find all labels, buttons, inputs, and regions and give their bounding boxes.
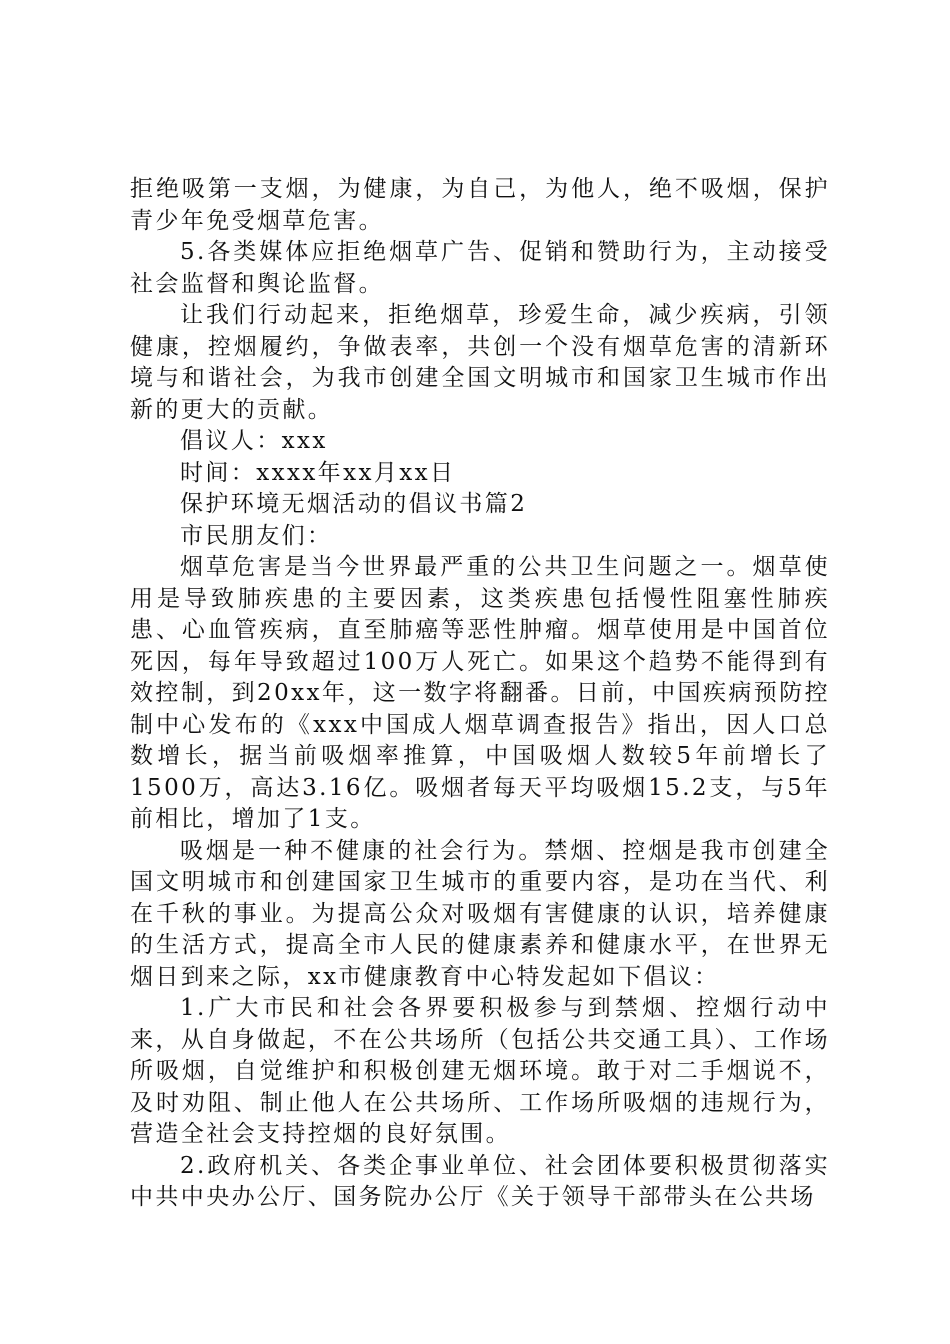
paragraph-continuation: 拒绝吸第一支烟，为健康，为自己，为他人，绝不吸烟，保护青少年免受烟草危害。	[130, 176, 830, 234]
date-line: 时间：xxxx年xx月xx日	[180, 459, 456, 486]
section-title: 保护环境无烟活动的倡议书篇2	[180, 491, 528, 517]
paragraph-item-2: 2.政府机关、各类企事业单位、社会团体要积极贯彻落实中共中央办公厅、国务院办公厅《关于领导干部带头在公共场	[130, 1152, 830, 1210]
salutation: 市民朋友们：	[180, 522, 333, 549]
paragraph-smoking-behavior: 吸烟是一种不健康的社会行为。禁烟、控烟是我市创建全国文明城市和创建国家卫生城市的重要内容，是功在当代、利在千秋的事业。为提高公众对吸烟有害健康的认识，培养健康的生活方式，提高全市人民的健康素养和健康水平，在世界无烟日到来之际，xx市健康教育中心特发起如下倡议：	[130, 837, 830, 990]
document-body	[130, 174, 830, 1214]
paragraph-item-5: 5.各类媒体应拒绝烟草广告、促销和赞助行为，主动接受社会监督和舆论监督。	[130, 239, 830, 297]
paragraph-call-to-action: 让我们行动起来，拒绝烟草，珍爱生命，减少疾病，引领健康，控烟履约，争做表率，共创一个没有烟草危害的清新环境与和谐社会，为我市创建全国文明城市和国家卫生城市作出新的更大的贡献。	[130, 302, 830, 423]
paragraph-tobacco-hazard: 烟草危害是当今世界最严重的公共卫生问题之一。烟草使用是导致肺疾患的主要因素，这类疾患包括慢性阻塞性肺疾患、心血管疾病，直至肺癌等恶性肿瘤。烟草使用是中国首位死因，每年导致超过100万人死亡。如果这个趋势不能得到有效控制，到20xx年，这一数字将翻番。日前，中国疾病预防控制中心发布的《xxx中国成人烟草调查报告》指出，因人口总数增长，据当前吸烟率推算，中国吸烟人数较5年前增长了1500万，高达3.16亿。吸烟者每天平均吸烟15.2支，与5年前相比，增加了1支。	[130, 554, 830, 832]
initiator-line: 倡议人：xxx	[180, 428, 328, 454]
paragraph-item-1: 1.广大市民和社会各界要积极参与到禁烟、控烟行动中来，从自身做起，不在公共场所（包括公共交通工具）、工作场所吸烟，自觉维护和积极创建无烟环境。敢于对二手烟说不，及时劝阻、制止他人在公共场所、工作场所吸烟的违规行为，营造全社会支持控烟的良好氛围。	[130, 995, 830, 1147]
